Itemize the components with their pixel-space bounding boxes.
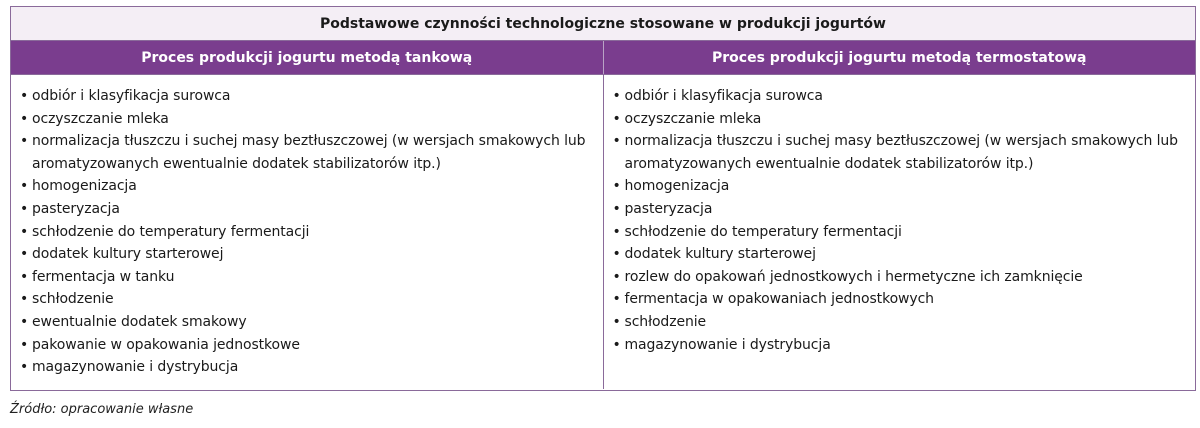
list-item-text: pakowanie w opakowania jednostkowe: [32, 336, 300, 353]
header-tank-method: Proces produkcji jogurtu metodą tankową: [11, 41, 604, 74]
tank-method-list: [20, 85, 593, 379]
list-item: [613, 243, 1186, 266]
bullet: •: [612, 88, 621, 104]
list-item-text: homogenizacja: [624, 178, 730, 195]
bullet: •: [612, 223, 621, 240]
bullet: •: [612, 336, 621, 353]
list-item: [613, 311, 1186, 334]
list-item: [20, 266, 593, 289]
list-item: [20, 243, 593, 266]
bullet: •: [20, 178, 29, 195]
list-item: [613, 221, 1186, 244]
table-title: Podstawowe czynności technologiczne stosowane w produkcji jogurtów: [11, 7, 1195, 41]
list-item-text: homogenizacja: [32, 178, 137, 195]
thermostat-method-list: [613, 85, 1186, 356]
list-item-text: pasteryzacja: [624, 200, 713, 217]
bullet: •: [20, 313, 29, 330]
list-item: [613, 85, 1186, 108]
bullet: •: [20, 336, 29, 353]
list-item-text: schłodzenie do temperatury fermentacji: [624, 223, 902, 240]
list-item-text: odbiór i klasyfikacja surowca: [32, 88, 231, 104]
list-item: [20, 85, 593, 108]
list-item: [20, 221, 593, 244]
list-item: [613, 288, 1186, 311]
list-item: [613, 334, 1186, 357]
list-item-text: oczyszczanie mleka: [32, 110, 169, 127]
list-item: [20, 334, 593, 357]
bullet: •: [612, 133, 621, 150]
tank-method-cell: [11, 75, 604, 389]
bullet: •: [20, 291, 29, 308]
list-item-text: normalizacja tłuszczu i suchej masy beztłuszczowej (w wersjach smakowych lub aromatyzowanych ewentualnie dodatek stabilizatorów itp.): [32, 133, 586, 172]
bullet: •: [612, 110, 621, 127]
list-item-text: magazynowanie i dystrybucja: [624, 336, 831, 353]
list-item-text: normalizacja tłuszczu i suchej masy beztłuszczowej (w wersjach smakowych lub aromatyzowanych ewentualnie dodatek stabilizatorów itp.): [624, 133, 1178, 172]
process-table: [10, 6, 1196, 391]
list-item-text: magazynowanie i dystrybucja: [32, 359, 239, 376]
list-item: [20, 108, 593, 131]
list-item-text: fermentacja w tanku: [32, 268, 175, 285]
list-item: [613, 266, 1186, 289]
table-body-row: [11, 75, 1195, 389]
list-item: [20, 130, 593, 175]
list-item: [613, 108, 1186, 131]
bullet: •: [612, 246, 621, 263]
list-item-text: ewentualnie dodatek smakowy: [32, 313, 247, 330]
list-item: [20, 288, 593, 311]
list-item-text: rozlew do opakowań jednostkowych i hermetyczne ich zamknięcie: [624, 268, 1083, 285]
bullet: •: [612, 313, 621, 330]
list-item: [20, 175, 593, 198]
list-item: [613, 198, 1186, 221]
bullet: •: [20, 110, 29, 127]
source-note: Źródło: opracowanie własne: [10, 402, 194, 417]
list-item-text: schłodzenie: [624, 313, 707, 330]
bullet: •: [20, 268, 29, 285]
header-thermostat-method: Proces produkcji jogurtu metodą termostatową: [712, 49, 1087, 66]
list-item-text: pasteryzacja: [32, 200, 120, 217]
bullet: •: [612, 178, 621, 195]
bullet: •: [612, 268, 621, 285]
bullet: •: [20, 223, 29, 240]
list-item: [20, 311, 593, 334]
bullet: •: [20, 359, 29, 376]
bullet: •: [20, 246, 29, 263]
list-item: [20, 356, 593, 379]
list-item-text: dodatek kultury starterowej: [624, 246, 816, 263]
list-item-text: schłodzenie do temperatury fermentacji: [32, 223, 310, 240]
list-item-text: oczyszczanie mleka: [624, 110, 762, 127]
list-item-text: dodatek kultury starterowej: [32, 246, 224, 263]
bullet: •: [612, 200, 621, 217]
list-item-text: schłodzenie: [32, 291, 114, 308]
list-item: [613, 130, 1186, 175]
bullet: •: [612, 291, 621, 308]
bullet: •: [20, 133, 29, 150]
list-item: [20, 198, 593, 221]
bullet: •: [20, 200, 29, 217]
bullet: •: [20, 88, 29, 104]
list-item-text: fermentacja w opakowaniach jednostkowych: [624, 291, 934, 308]
list-item-text: odbiór i klasyfikacja surowca: [624, 88, 823, 104]
list-item: [613, 175, 1186, 198]
table-header-row: [11, 41, 1195, 75]
thermostat-method-cell: [604, 75, 1196, 389]
